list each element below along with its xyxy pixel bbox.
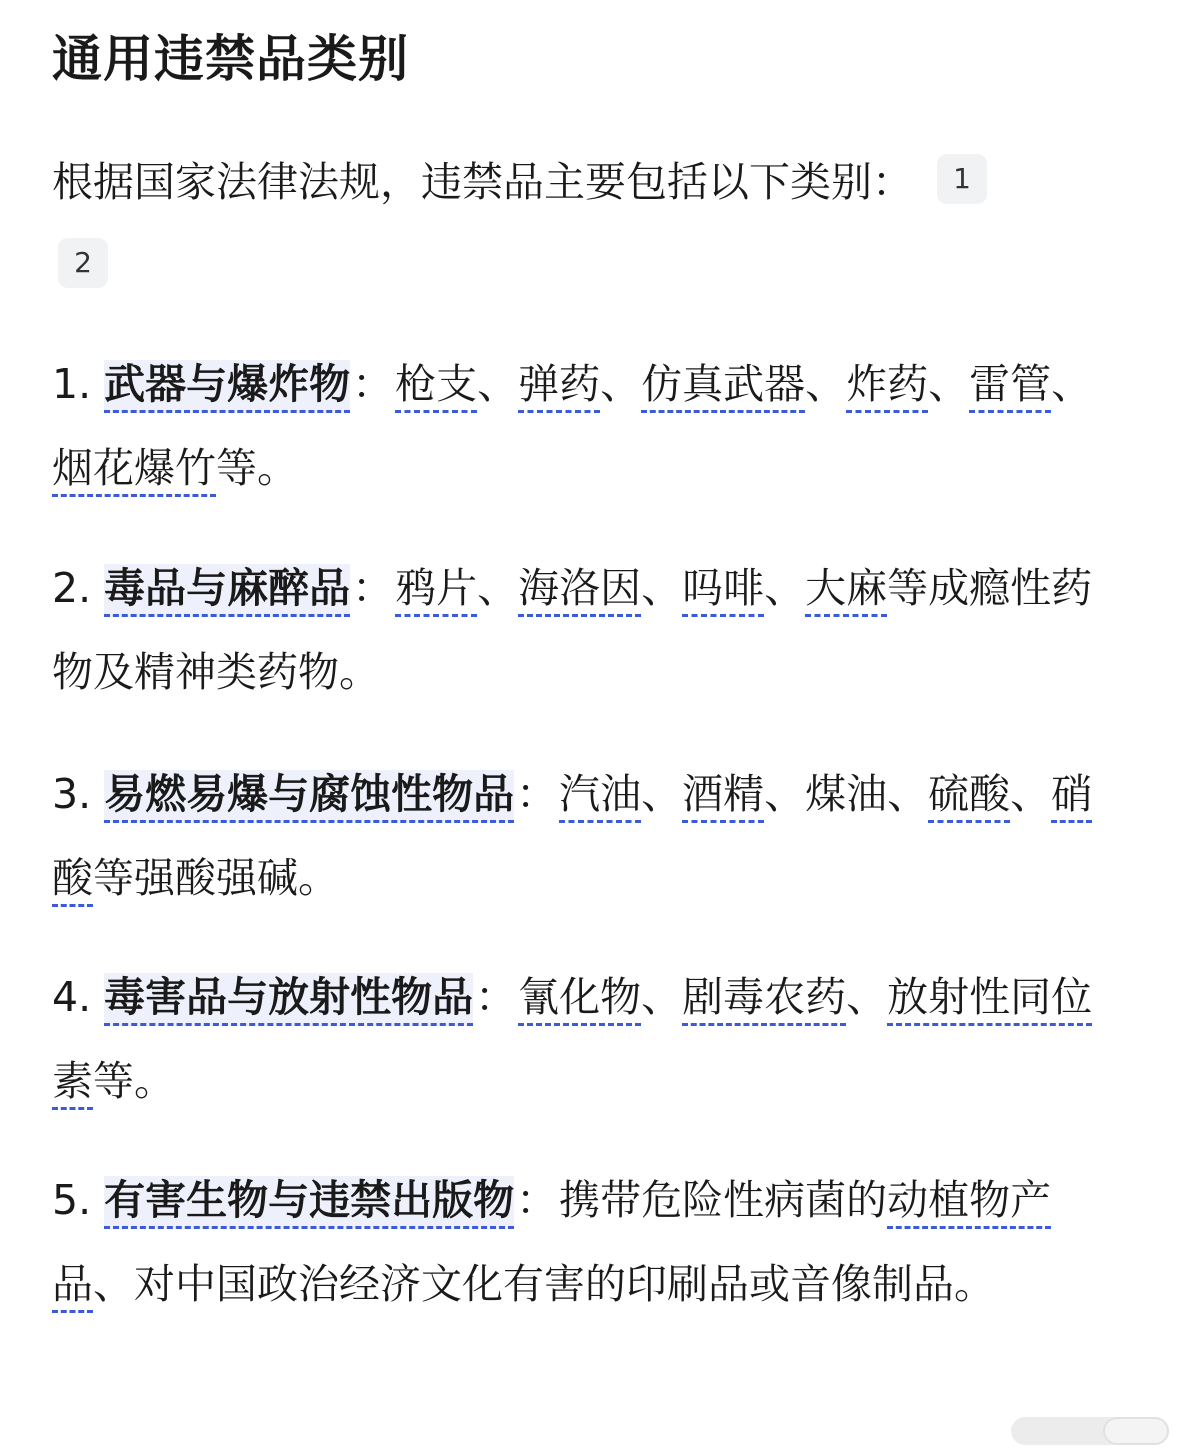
term-link[interactable]: 放射性同位素 <box>52 973 1092 1110</box>
item-colon: ： <box>516 770 558 818</box>
citation-badge-2[interactable]: 2 <box>58 238 108 288</box>
description-text: 、 <box>477 564 519 612</box>
description-text: 、煤油、 <box>764 770 929 818</box>
term-link[interactable]: 枪支 <box>395 360 477 413</box>
term-link[interactable]: 鸦片 <box>395 564 477 617</box>
citation-badge-1[interactable]: 1 <box>937 154 987 204</box>
list-item <box>52 546 1114 714</box>
term-link[interactable]: 剧毒农药 <box>682 973 846 1026</box>
term-link[interactable]: 吗啡 <box>682 564 764 617</box>
item-colon: ： <box>352 564 394 612</box>
description-text: 、 <box>846 973 888 1021</box>
description-text: 等强酸强碱。 <box>93 854 339 902</box>
item-key-term[interactable]: 毒害品与放射性物品 <box>104 973 473 1026</box>
section-title: 通用违禁品类别 <box>52 30 409 88</box>
list-item <box>52 1158 1114 1326</box>
item-colon: ： <box>516 1176 558 1224</box>
description-text: 、 <box>641 770 683 818</box>
term-link[interactable]: 弹药 <box>518 360 600 413</box>
description-text: 、 <box>477 360 519 408</box>
description-text: 等。 <box>216 444 298 492</box>
description-text: 携带危险性病菌的 <box>559 1176 888 1224</box>
description-text: 、 <box>805 360 847 408</box>
description-text: 、 <box>764 564 806 612</box>
item-colon: ： <box>475 973 517 1021</box>
description-text: 、 <box>641 564 683 612</box>
item-number: 5. <box>52 1176 92 1224</box>
intro-paragraph <box>52 140 1114 308</box>
description-text: 、 <box>600 360 642 408</box>
item-key-term[interactable]: 毒品与麻醉品 <box>104 564 350 617</box>
term-link[interactable]: 仿真武器 <box>641 360 805 413</box>
term-link[interactable]: 烟花爆竹 <box>52 444 216 497</box>
item-key-term[interactable]: 武器与爆炸物 <box>104 360 350 413</box>
intro-text: 根据国家法律法规，违禁品主要包括以下类别： <box>52 158 913 206</box>
item-number: 1. <box>52 360 92 408</box>
term-link[interactable]: 炸药 <box>846 360 928 413</box>
description-text: 、 <box>641 973 683 1021</box>
description-text: 、 <box>928 360 970 408</box>
term-link[interactable]: 大麻 <box>805 564 887 617</box>
term-link[interactable]: 硝酸 <box>52 770 1092 907</box>
description-text: 等成瘾性药物及精神类药物。 <box>52 564 1093 696</box>
term-link[interactable]: 动植物产品 <box>52 1176 1051 1313</box>
item-number: 2. <box>52 564 92 612</box>
scroll-indicator[interactable] <box>1011 1417 1169 1445</box>
item-key-term[interactable]: 易燃易爆与腐蚀性物品 <box>104 770 514 823</box>
item-number: 3. <box>52 770 92 818</box>
term-link[interactable]: 汽油 <box>559 770 641 823</box>
term-link[interactable]: 氰化物 <box>518 973 641 1026</box>
term-link[interactable]: 雷管 <box>969 360 1051 413</box>
item-key-term[interactable]: 有害生物与违禁出版物 <box>104 1176 514 1229</box>
term-link[interactable]: 海洛因 <box>518 564 641 617</box>
list-item <box>52 342 1114 510</box>
description-text: 、对中国政治经济文化有害的印刷品或音像制品。 <box>93 1260 995 1308</box>
list-item <box>52 752 1114 920</box>
scroll-thumb[interactable] <box>1103 1417 1169 1445</box>
item-colon: ： <box>352 360 394 408</box>
list-item <box>52 955 1114 1123</box>
description-text: 、 <box>1010 770 1052 818</box>
term-link[interactable]: 硫酸 <box>928 770 1010 823</box>
item-number: 4. <box>52 973 92 1021</box>
description-text: 等。 <box>93 1057 175 1105</box>
description-text: 、 <box>1051 360 1093 408</box>
term-link[interactable]: 酒精 <box>682 770 764 823</box>
